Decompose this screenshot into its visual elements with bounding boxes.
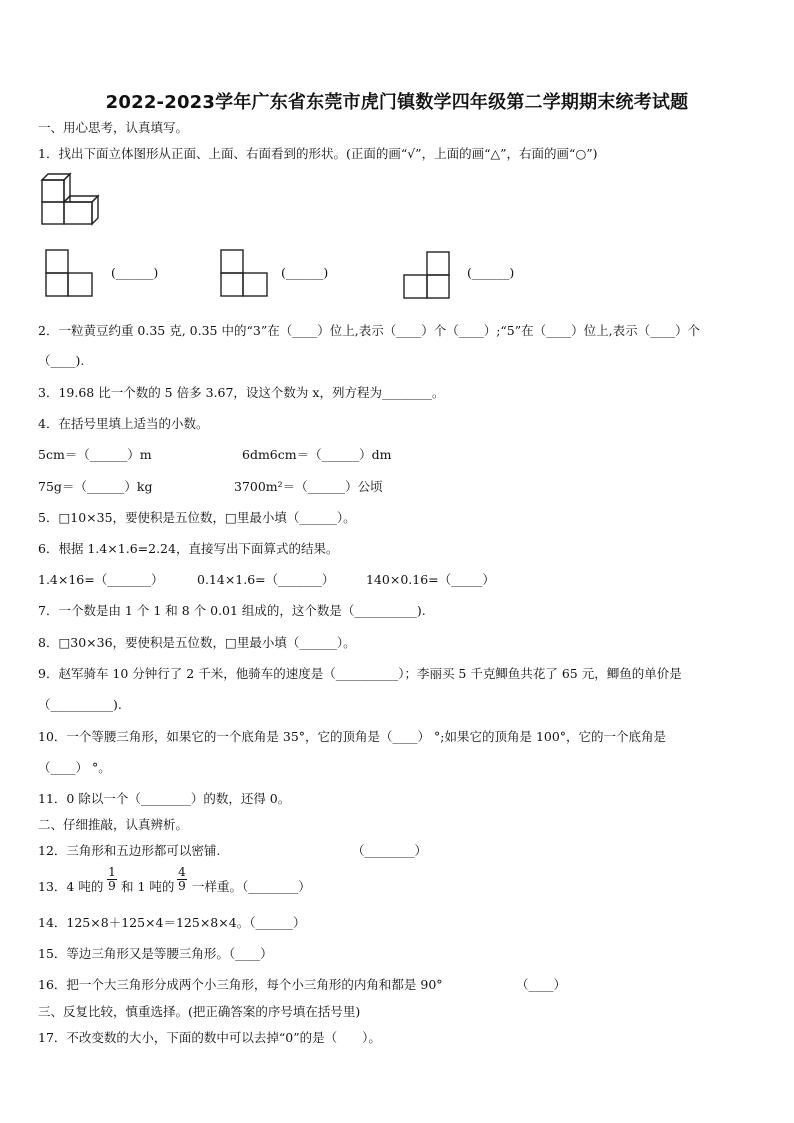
question-4-item-a: 5cm＝（______）m — [38, 447, 152, 462]
question-10-line-2: （____） °。 — [38, 760, 111, 775]
answer-blank-shape-1[interactable]: (______) — [111, 265, 159, 280]
fraction-four-ninths — [176, 866, 188, 893]
question-2-line-2: （____). — [38, 353, 85, 368]
view-shape-1 — [46, 250, 94, 298]
question-4-text: 4．在括号里填上适当的小数。 — [38, 416, 209, 431]
question-4-item-b: 6dm6cm＝（______）dm — [242, 447, 392, 462]
question-11: 11．0 除以一个（________）的数，还得 0。 — [38, 791, 291, 806]
question-16-text: 16．把一个大三角形分成两个小三角形，每个小三角形的内角和都是 90° — [38, 977, 443, 992]
answer-blank-shape-3[interactable]: (______) — [467, 265, 515, 280]
question-7: 7．一个数是由 1 个 1 和 8 个 0.01 组成的，这个数是（__________). — [38, 603, 426, 618]
fraction-one-ninth — [106, 866, 118, 893]
section-heading-3: 三、反复比较，慎重选择。(把正确答案的序号填在括号里) — [38, 1004, 361, 1019]
question-8: 8．□30×36，要使积是五位数，□里最小填（______）。 — [38, 635, 356, 650]
section-heading-2: 二、仔细推敲，认真辨析。 — [38, 817, 189, 832]
question-10-line-1: 10．一个等腰三角形，如果它的一个底角是 35°，它的顶角是（____） °;如果它的顶角是 100°，它的一个底角是 — [38, 729, 667, 744]
question-9-line-1: 9．赵军骑车 10 分钟行了 2 千米，他骑车的速度是（__________）；李丽买 5 千克鲫鱼共花了 65 元，鲫鱼的单价是 — [38, 666, 682, 681]
page-title: 2022-2023学年广东省东莞市虎门镇数学四年级第二学期期末统考试题 — [105, 92, 689, 113]
view-shape-2 — [221, 250, 269, 298]
question-3: 3．19.68 比一个数的 5 倍多 3.67，设这个数为 x，列方程为________。 — [38, 385, 445, 400]
question-6-text: 6．根据 1.4×1.6=2.24，直接写出下面算式的结果。 — [38, 541, 339, 556]
question-14: 14．125×8＋125×4＝125×8×4。（______） — [38, 915, 306, 930]
fraction-denominator: 9 — [108, 879, 116, 893]
question-4-item-c: 75g＝（______）kg — [38, 479, 153, 494]
question-2-line-1: 2．一粒黄豆约重 0.35 克, 0.35 中的“3”在（____）位上,表示（____）个（____）;“5”在（____）位上,表示（____）个 — [38, 323, 701, 338]
question-1-text: 1．找出下面立体图形从正面、上面、右面看到的形状。(正面的画“√”，上面的画“△”，右面的画“○”) — [38, 146, 598, 161]
fraction-numerator: 1 — [108, 865, 116, 879]
question-12-blank[interactable]: （________） — [352, 843, 428, 858]
fraction-numerator: 4 — [178, 865, 186, 879]
answer-blank-shape-2[interactable]: (______) — [281, 265, 329, 280]
section-heading-1: 一、用心思考，认真填写。 — [38, 120, 189, 135]
question-4-item-d: 3700m²＝（______）公顷 — [234, 479, 383, 494]
question-6-item-a: 1.4×16=（_______） — [38, 572, 164, 587]
question-6-item-b: 0.14×1.6=（_______） — [197, 572, 335, 587]
question-12-text: 12．三角形和五边形都可以密铺. — [38, 843, 221, 858]
fraction-denominator: 9 — [178, 879, 186, 893]
cube-solid-figure — [38, 172, 102, 228]
question-17: 17．不改变数的大小，下面的数中可以去掉“0”的是（ ）。 — [38, 1030, 381, 1045]
question-5: 5．□10×35，要使积是五位数，□里最小填（______）。 — [38, 510, 356, 525]
question-6-item-c: 140×0.16=（_____） — [366, 572, 495, 587]
question-16-blank[interactable]: （____） — [516, 977, 567, 992]
question-9-line-2: （__________). — [38, 697, 122, 712]
question-15: 15．等边三角形又是等腰三角形。（____） — [38, 946, 273, 961]
view-shape-3 — [404, 252, 452, 300]
question-13-mid: 和 1 吨的 — [121, 879, 175, 894]
question-13-post: 一样重。（________） — [192, 879, 311, 894]
question-13-pre: 13．4 吨的 — [38, 879, 104, 894]
